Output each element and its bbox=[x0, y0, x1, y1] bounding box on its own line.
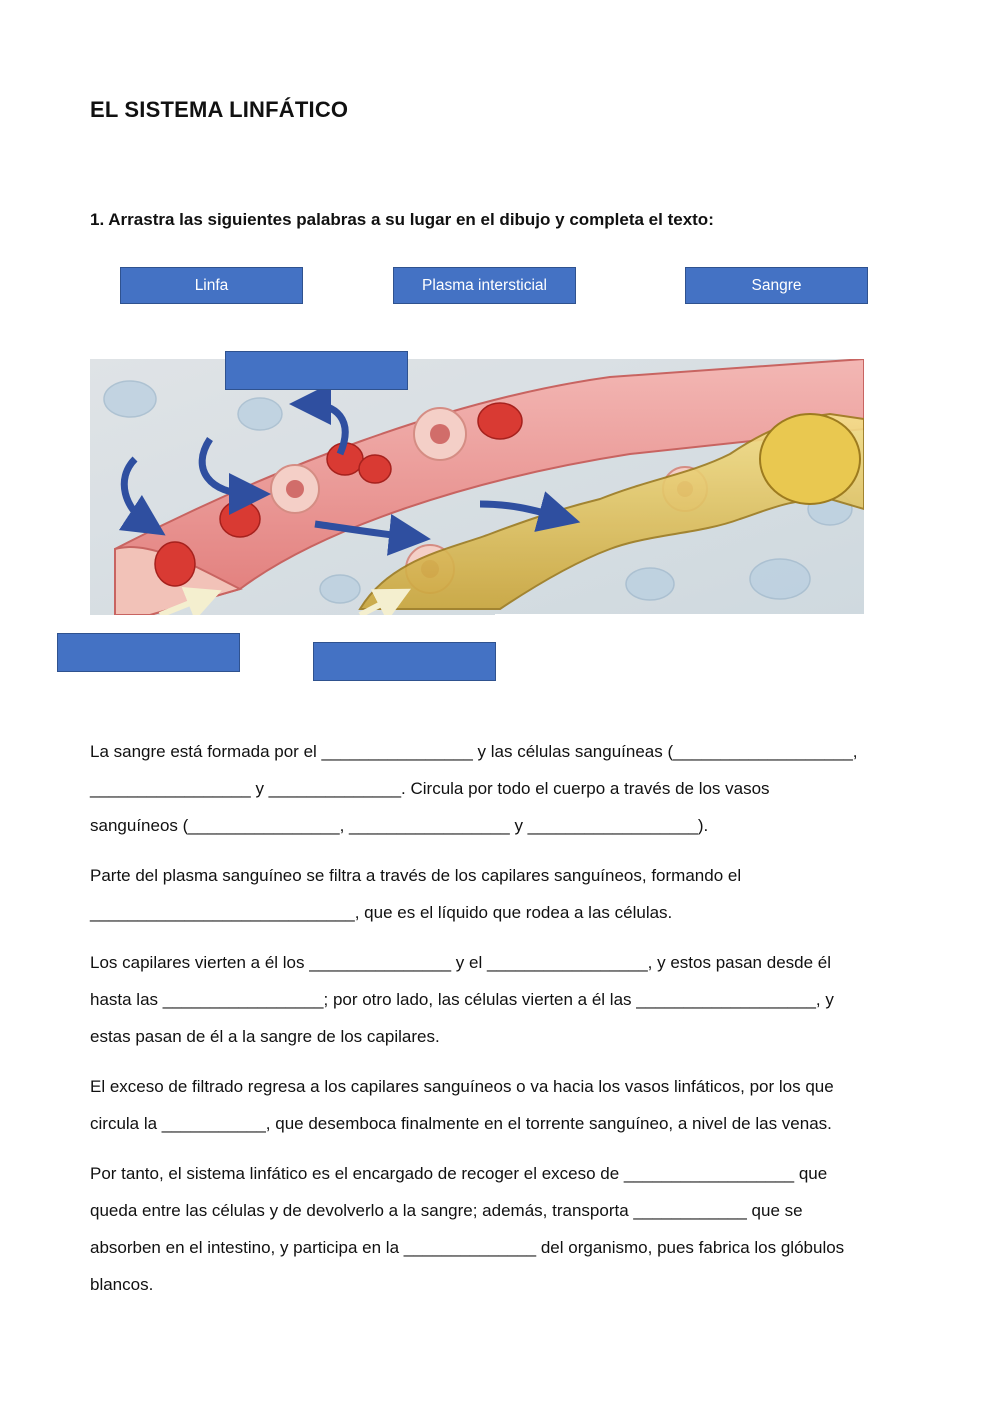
blood-lymph-capillary-illustration bbox=[90, 359, 864, 615]
page-title: EL SISTEMA LINFÁTICO bbox=[90, 97, 349, 122]
text-line: El exceso de filtrado regresa a los capilares sanguíneos o va hacia los vasos linfáticos, por los que bbox=[90, 1077, 834, 1096]
paragraph bbox=[90, 1068, 910, 1142]
text-line: Los capilares vierten a él los _______________ y el _________________, y estos pasan desde él bbox=[90, 953, 832, 972]
paragraph bbox=[90, 857, 910, 931]
text-line: _________________ y ______________. Circula por todo el cuerpo a través de los vasos bbox=[90, 779, 770, 798]
text-line: blancos. bbox=[90, 1275, 154, 1294]
fill-in-text bbox=[90, 733, 910, 1316]
drop-target-left[interactable] bbox=[57, 633, 240, 672]
text-line: Parte del plasma sanguíneo se filtra a través de los capilares sanguíneos, formando el bbox=[90, 866, 742, 885]
paragraph bbox=[90, 1155, 910, 1303]
paragraph bbox=[90, 944, 910, 1055]
text-line: ____________________________, que es el líquido que rodea a las células. bbox=[90, 903, 673, 922]
illustration-crop-mask bbox=[495, 614, 864, 664]
lymph-node bbox=[760, 414, 860, 504]
text-line: hasta las _________________; por otro lado, las células vierten a él las ___________________, y bbox=[90, 990, 834, 1009]
text-line: sanguíneos (________________, _________________ y __________________). bbox=[90, 816, 709, 835]
exercise-instruction: 1. Arrastra las siguientes palabras a su lugar en el dibujo y completa el texto: bbox=[90, 210, 714, 229]
drop-target-middle[interactable] bbox=[313, 642, 496, 681]
text-line: La sangre está formada por el ________________ y las células sanguíneas (___________________, bbox=[90, 742, 858, 761]
text-line: estas pasan de él a la sangre de los capilares. bbox=[90, 1027, 440, 1046]
word-chip-sangre[interactable]: Sangre bbox=[685, 267, 868, 304]
drop-target-top[interactable] bbox=[225, 351, 408, 390]
word-chip-linfa[interactable]: Linfa bbox=[120, 267, 303, 304]
text-line: circula la ___________, que desemboca finalmente en el torrente sanguíneo, a nivel de las venas. bbox=[90, 1114, 832, 1133]
text-line: Por tanto, el sistema linfático es el encargado de recoger el exceso de __________________ que bbox=[90, 1164, 828, 1183]
paragraph bbox=[90, 733, 910, 844]
text-line: absorben en el intestino, y participa en la ______________ del organismo, pues fabrica los glóbulos bbox=[90, 1238, 845, 1257]
word-chip-plasma-intersticial[interactable]: Plasma intersticial bbox=[393, 267, 576, 304]
text-line: queda entre las células y de devolverlo a la sangre; además, transporta ____________ que se bbox=[90, 1201, 803, 1220]
